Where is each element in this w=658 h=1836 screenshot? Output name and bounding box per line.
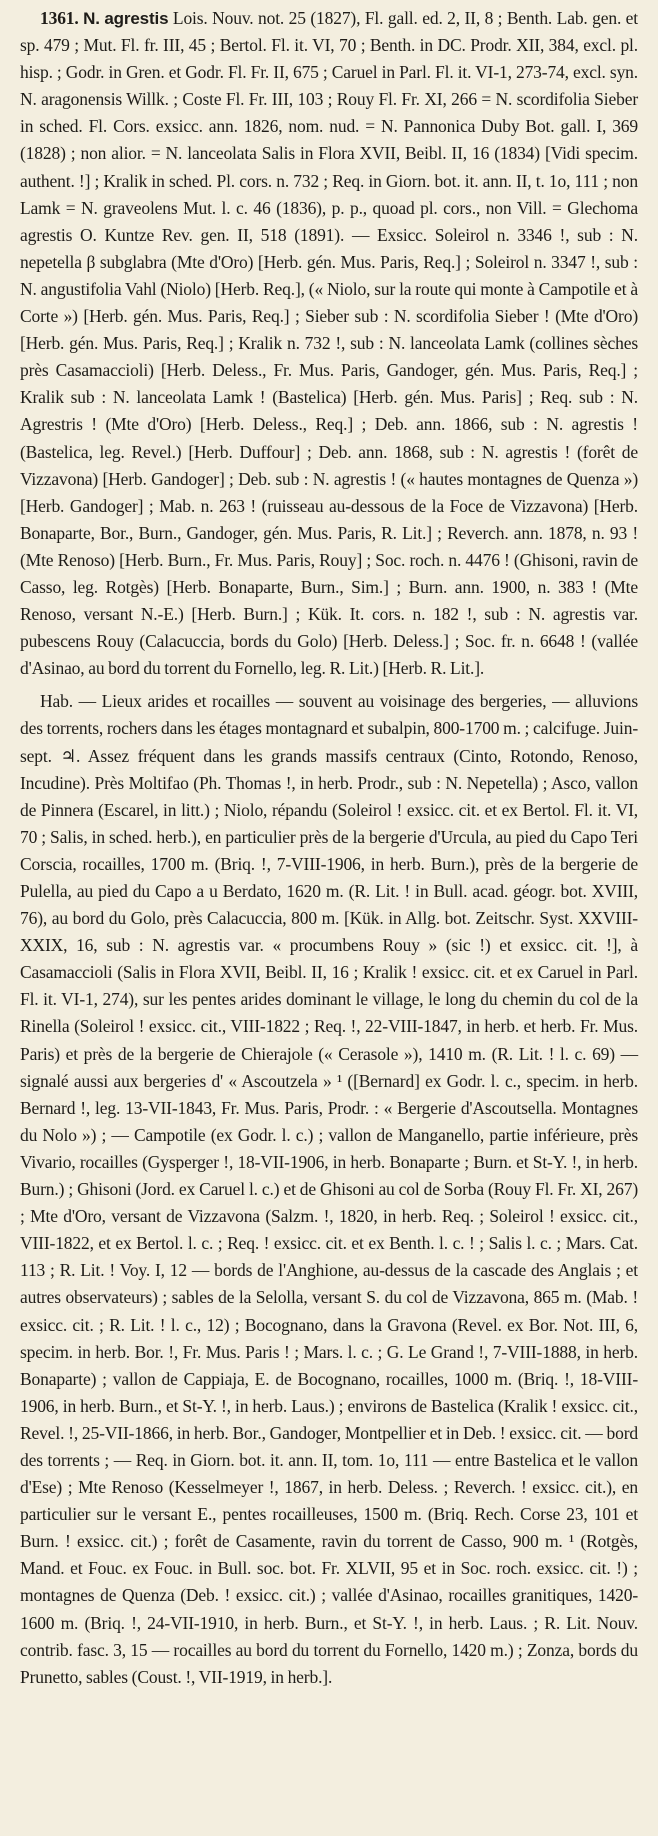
- synonymy-and-exsiccata: Lois. Nouv. not. 25 (1827), Fl. gall. ed. 2, II, 8 ; Benth. Lab. gen. et sp. 479 ; Mut. Fl. fr. III, 45 ; Bertol. Fl. it. VI, 70 ; Benth. in DC. Prodr. XII, 384, excl. pl. hisp. ; Godr. in Gren. et Godr. Fl. Fr. II, 675 ; Caruel in Parl. Fl. it. VI-1, 273-74, excl. syn. N. aragonensis Willk. ; Coste Fl. Fr. III, 103 ; Rouy Fl. Fr. XI, 266 = N. scordifolia Sieber in sched. Fl. Cors. exsicc. ann. 1826, nom. nud. = N. Pannonica Duby Bot. gall. I, 369 (1828) ; non alior. = N. lanceolata Salis in Flora XVII, Beibl. II, 16 (1834) [Vidi specim. authent. !] ; Kralik in sched. Pl. cors. n. 732 ; Req. in Giorn. bot. it. ann. II, t. 1o, 111 ; non Lamk = N. graveolens Mut. l. c. 46 (1836), p. p., quoad pl. cors., non Vill. = Glechoma agrestis O. Kuntze Rev. gen. II, 518 (1891). — Exsicc. Soleirol n. 3346 !, sub : N. nepetella β subglabra (Mte d'Oro) [Herb. gén. Mus. Paris, Req.] ; Soleirol n. 3347 !, sub : N. angustifolia Vahl (Niolo) [Herb. Req.], (« Niolo, sur la route qui monte à Campotile et à Corte ») [Herb. gén. Mus. Paris, Req.] ; Sieber sub : N. scordifolia Sieber ! (Mte d'Oro) [Herb. gén. Mus. Paris, Req.] ; Kralik n. 732 !, sub : N. lanceolata Lamk (collines sèches près Casamaccioli) [Herb. Deless., Fr. Mus. Paris, Gandoger, gén. Mus. Paris, Req.] ; Kralik sub : N. lanceolata Lamk ! (Bastelica) [Herb. gén. Mus. Paris] ; Req. sub : N. Agrestris ! (Mte d'Oro) [Herb. Deless., Req.] ; Deb. ann. 1866, sub : N. agrestis ! (Bastelica, leg. Revel.) [Herb. Duffour] ; Deb. ann. 1868, sub : N. agrestis ! (forêt de Vizzavona) [Herb. Gandoger] ; Deb. sub : N. agrestis ! (« hautes montagnes de Quenza ») [Herb. Gandoger] ; Mab. n. 263 ! (ruisseau au-dessous de la Foce de Vizzavona) [Herb. Bonaparte, Bor., Burn., Gandoger, gén. Mus. Paris, R. Lit.] ; Reverch. ann. 1878, n. 93 ! (Mte Renoso) [Herb. Burn., Fr. Mus. Paris, Rouy] ; Soc. roch. n. 4476 ! (Ghisoni, ravin de Casso, leg. Rotgès) [Herb. Bonaparte, Burn., Sim.] ; Burn. ann. 1900, n. 383 ! (Mte Renoso, versant N.-E.) [Herb. Burn.] ; Kük. It. cors. n. 182 !, sub : N. agrestis var. pubescens Rouy (Calacuccia, bords du Golo) [Herb. Deless.] ; Soc. fr. n. 6648 ! (vallée d'Asinao, au bord du torrent du Fornello, leg. R. Lit.) [Herb. R. Lit.].: [20, 8, 639, 679]
- species-name: agrestis: [104, 9, 169, 28]
- genus-abbreviation: N.: [83, 9, 100, 28]
- habitat-paragraph: Hab. — Lieux arides et rocailles — souvent au voisinage des bergeries, — alluvions des torrents, rochers dans les étages montagnard et subalpin, 800-1700 m. ; calcifuge. Juin-sept. ♃. Assez fréquent dans les grands massifs centraux (Cinto, Rotondo, Renoso, Incudine). Près Moltifao (Ph. Thomas !, in herb. Prodr., sub : N. Nepetella) ; Asco, vallon de Pinnera (Escarel, in litt.) ; Niolo, répandu (Soleirol ! exsicc. cit. et ex Bertol. Fl. it. VI, 70 ; Salis, in sched. herb.), en particulier près de la bergerie d'Urcula, au pied du Capo Teri Corscia, rocailles, 1700 m. (Briq. !, 7-VIII-1906, in herb. Burn.), près de la bergerie de Pulella, au pied du Capo a u Berdato, 1620 m. (R. Lit. ! in Bull. acad. géogr. bot. XVIII, 76), au bord du Golo, près Calacuccia, 800 m. [Kük. in Allg. bot. Zeitschr. Syst. XXVIII-XXIX, 16, sub : N. agrestis var. « procumbens Rouy » (sic !) et exsicc. cit. !], à Casamaccioli (Salis in Flora XVII, Beibl. II, 16 ; Kralik ! exsicc. cit. et ex Caruel in Parl. Fl. it. VI-1, 274), sur les pentes arides dominant le village, le long du chemin du col de la Rinella (Soleirol ! exsicc. cit., VIII-1822 ; Req. !, 22-VIII-1847, in herb. et herb. Fr. Mus. Paris) et près de la bergerie de Chierajole (« Cerasole »), 1410 m. (R. Lit. ! l. c. 69) — signalé aussi aux bergeries d' « Ascoutzela » ¹ ([Bernard] ex Godr. l. c., specim. in herb. Bernard !, leg. 13-VII-1843, Fr. Mus. Paris, Prodr. : « Bergerie d'Ascoutsella. Montagnes du Nolo ») ; — Campotile (ex Godr. l. c.) ; vallon de Manganello, partie inférieure, près Vivario, rocailles (Gysperger !, 18-VII-1906, in herb. Bonaparte ; Burn. et St-Y. !, in herb. Burn.) ; Ghisoni (Jord. ex Caruel l. c.) et de Ghisoni au col de Sorba (Rouy Fl. Fr. XI, 267) ; Mte d'Oro, versant de Vizzavona (Salzm. !, 1820, in herb. Req. ; Soleirol ! exsicc. cit., VIII-1822, et ex Bertol. l. c. ; Req. ! exsicc. cit. et ex Benth. l. c. ! ; Salis l. c. ; Mars. Cat. 113 ; R. Lit. ! Voy. I, 12 — bords de l'Anghione, au-dessus de la cascade des Anglais ; et autres observateurs) ; sables de la Selolla, versant S. du col de Vizzavona, 865 m. (Mab. ! exsicc. cit. ; R. Lit. ! l. c., 12) ; Bocognano, dans la Gravona (Revel. ex Bor. Not. III, 6, specim. in herb. Bor. !, Fr. Mus. Paris ! ; Mars. l. c. ; G. Le Grand !, 7-VIII-1888, in herb. Bonaparte) ; vallon de Cappiaja, E. de Bocognano, rocailles, 1000 m. (Briq. !, 18-VIII-1906, in herb. Burn., et St-Y. !, in herb. Laus.) ; environs de Bastelica (Kralik ! exsicc. cit., Revel. !, 25-VII-1866, in herb. Bor., Gandoger, Montpellier et in Deb. ! exsicc. cit. — bord des torrents ; — Req. in Giorn. bot. it. ann. II, tom. 1o, 111 — entre Bastelica et le vallon d'Ese) ; Mte Renoso (Kesselmeyer !, 1867, in herb. Deless. ; Reverch. ! exsicc. cit.), en particulier sur le versant E., pentes rocailleuses, 1500 m. (Briq. Rech. Corse 23, 101 et Burn. ! exsicc. cit.) ; forêt de Casamente, ravin du torrent de Casso, 900 m. ¹ (Rotgès, Mand. et Fouc. ex Fouc. in Bull. soc. bot. Fr. XLVII, 95 et in Soc. roch. exsicc. cit. !) ; montagnes de Quenza (Deb. ! exsicc. cit.) ; vallée d'Asinao, rocailles granitiques, 1420-1600 m. (Briq. !, 24-VII-1910, in herb. Burn., et St-Y. !, in herb. Laus. ; R. Lit. Nouv. contrib. fasc. 3, 15 — rocailles au bord du torrent du Fornello, 1420 m.) ; Zonza, bords du Prunetto, sables (Coust. !, VII-1919, in herb.].: [20, 691, 638, 1687]
- entry-number: 1361.: [40, 8, 79, 28]
- page-text: [20, 5, 638, 1691]
- taxon-entry-paragraph: [20, 5, 638, 682]
